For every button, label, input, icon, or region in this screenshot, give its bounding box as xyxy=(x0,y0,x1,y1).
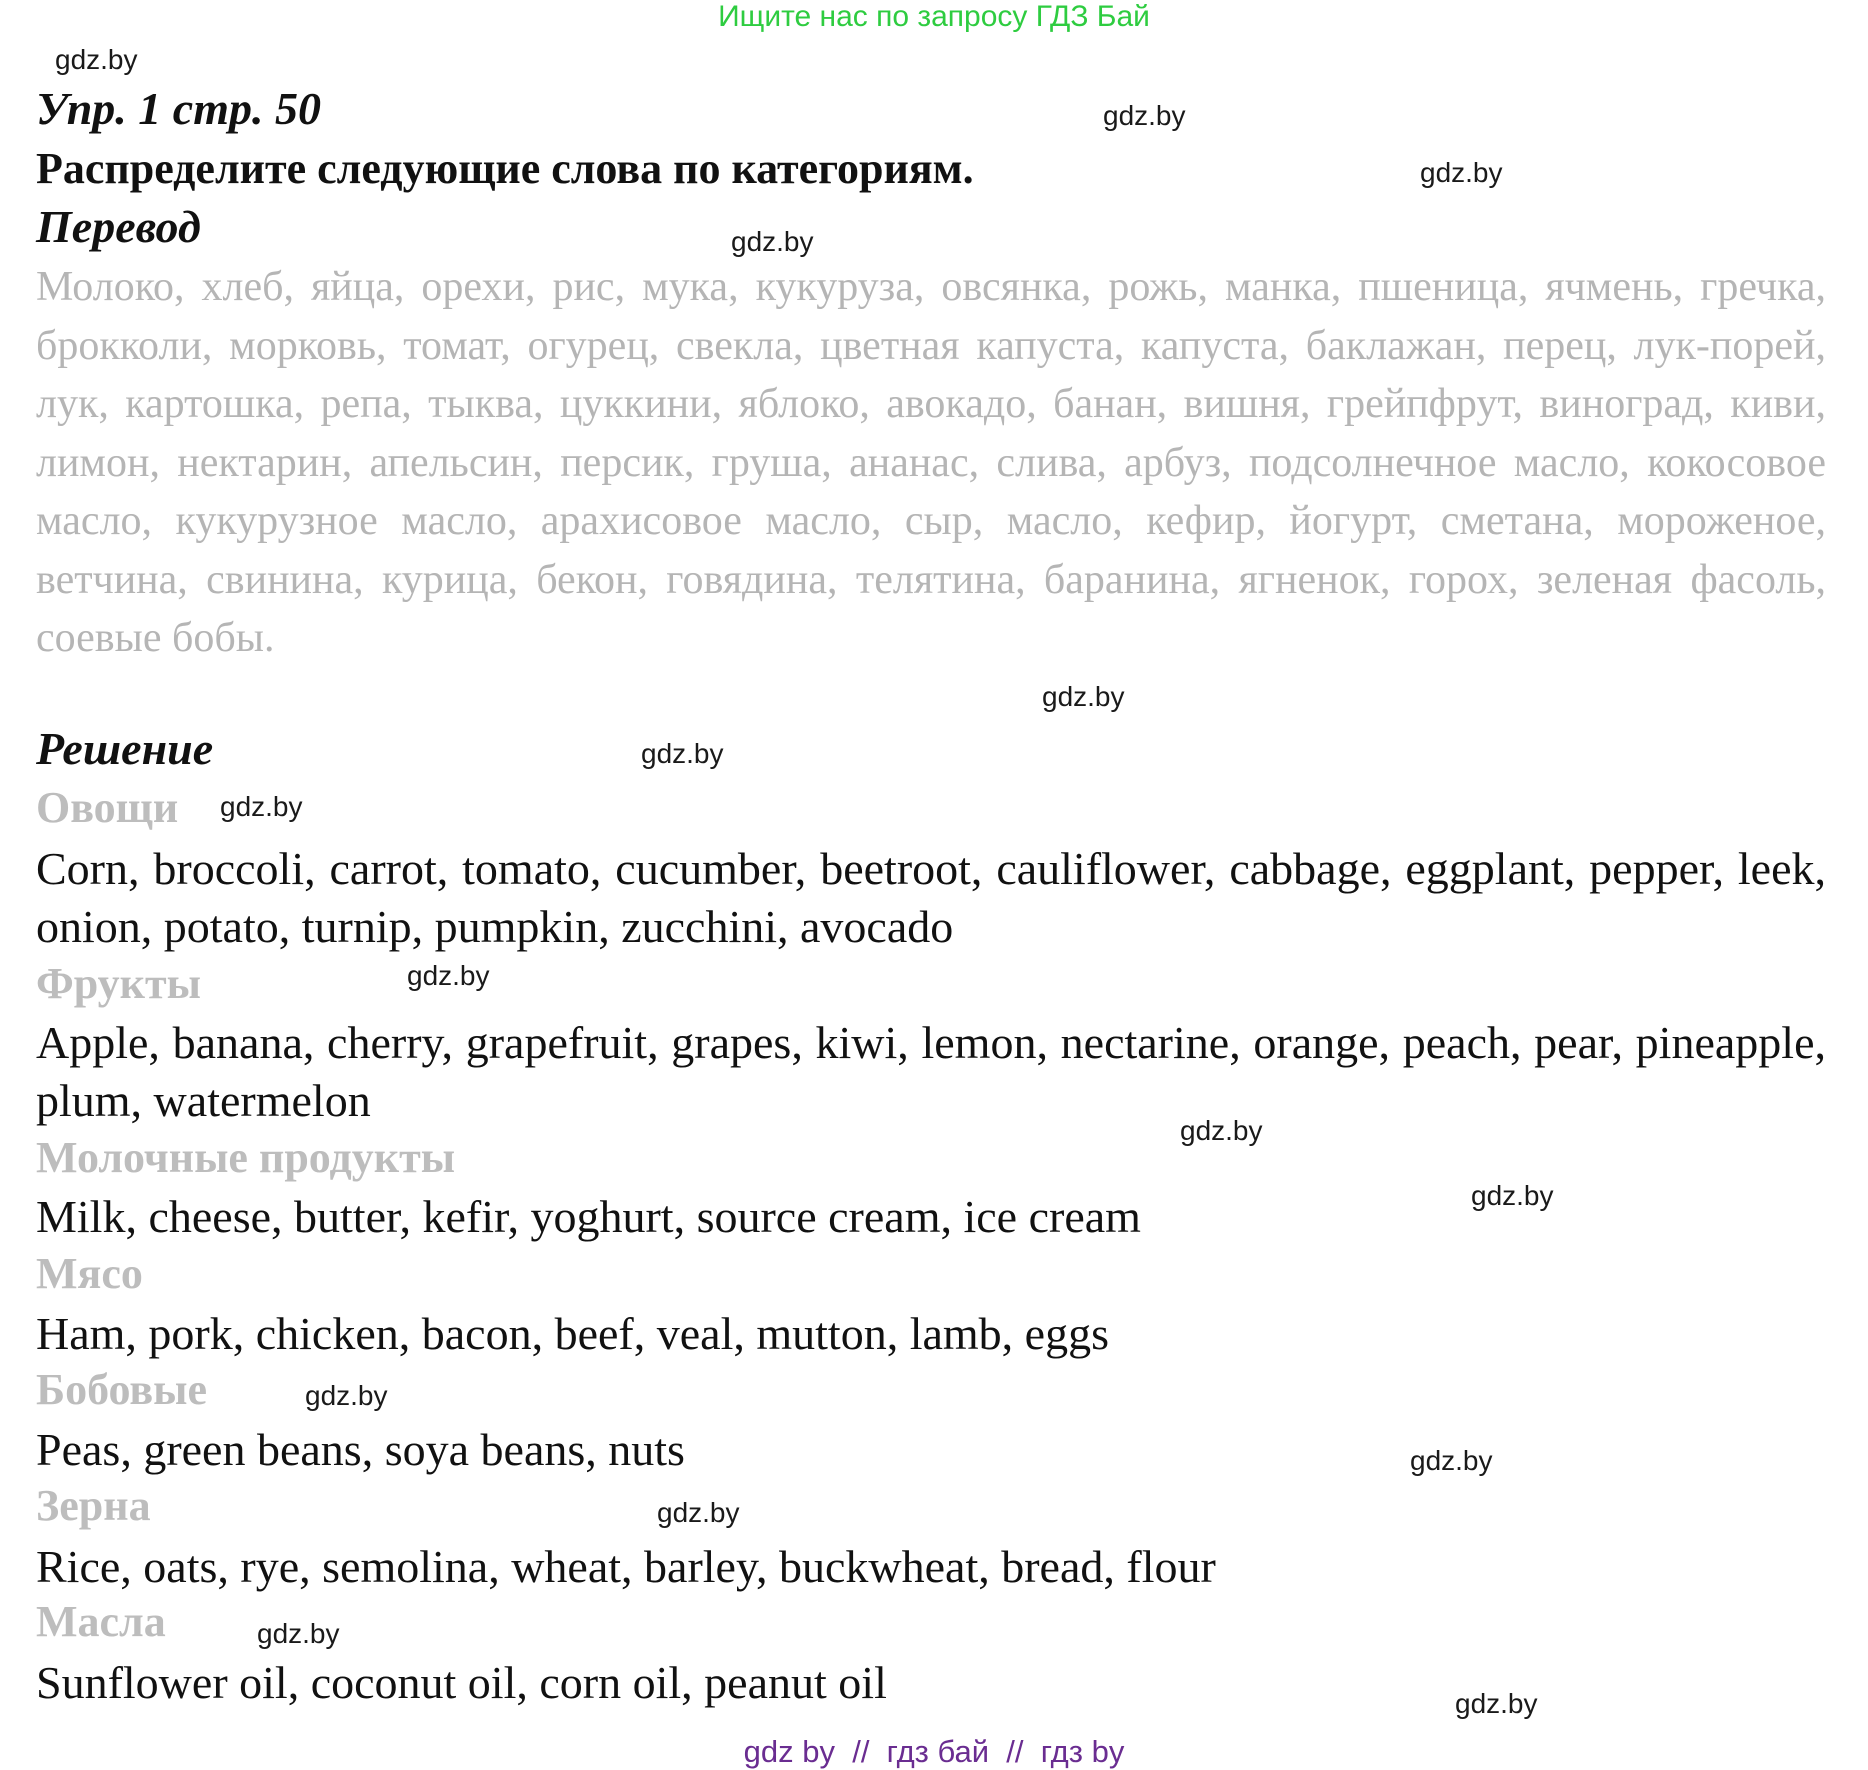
watermark: gdz.by xyxy=(55,44,138,75)
category-items: Milk, cheese, butter, kefir, yoghurt, source cream, ice cream xyxy=(36,1191,1141,1242)
watermark: gdz.by xyxy=(731,226,814,257)
translation-text: Молоко, хлеб, яйца, орехи, рис, мука, кукуруза, овсянка, рожь, манка, пшеница, ячмень, гречка, брокколи, морковь, томат, огурец, свекла, цветная капуста, капуста, баклажан, перец, лук-порей, лук, картошка, репа, тыква, цуккини, яблоко, авокадо, банан, вишня, грейпфрут, виноград, киви, лимон, нектарин, апельсин, персик, груша, ананас, слива, арбуз, подсолнечное масло, кокосовое масло, кукурузное масло, арахисовое масло, сыр, масло, кефир, йогурт, сметана, мороженое, ветчина, свинина, курица, бекон, говядина, телятина, баранина, ягненок, горох, зеленая фасоль, соевые бобы. xyxy=(36,264,1826,661)
search-banner: Ищите нас по запросу ГДЗ Бай xyxy=(718,0,1150,33)
watermark: gdz.by xyxy=(1420,157,1503,188)
watermark: gdz.by xyxy=(305,1380,388,1411)
watermark: gdz.by xyxy=(1103,100,1186,131)
category-items: Rice, oats, rye, semolina, wheat, barley, buckwheat, bread, flour xyxy=(36,1541,1216,1592)
watermark: gdz.by xyxy=(1410,1445,1493,1476)
category-items: Corn, broccoli, carrot, tomato, cucumber, beetroot, cauliflower, cabbage, eggplant, pepper, leek, onion, potato, turnip, pumpkin, zucchini, avocado xyxy=(36,843,1826,952)
translation-heading: Перевод xyxy=(36,201,201,252)
task-text: Распределите следующие слова по категориям. xyxy=(36,144,974,193)
exercise-title: Упр. 1 стр. 50 xyxy=(36,83,322,134)
watermark: gdz.by xyxy=(1455,1688,1538,1719)
footer-links: gdz by // гдз бай // гдз by xyxy=(743,1734,1125,1769)
watermark: gdz.by xyxy=(257,1618,340,1649)
category-heading: Зерна xyxy=(36,1481,151,1530)
category-heading: Овощи xyxy=(36,783,179,832)
watermark: gdz.by xyxy=(407,960,490,991)
category-heading: Масла xyxy=(36,1597,166,1646)
watermark: gdz.by xyxy=(1180,1115,1263,1146)
category-items: Sunflower oil, coconut oil, corn oil, peanut oil xyxy=(36,1657,887,1708)
category-heading: Бобовые xyxy=(36,1365,208,1414)
category-heading: Мясо xyxy=(36,1249,143,1298)
watermark: gdz.by xyxy=(220,791,303,822)
category-items: Peas, green beans, soya beans, nuts xyxy=(36,1424,685,1475)
watermark: gdz.by xyxy=(641,738,724,769)
watermark: gdz.by xyxy=(657,1497,740,1528)
watermark: gdz.by xyxy=(1471,1180,1554,1211)
category-heading: Молочные продукты xyxy=(36,1133,456,1182)
solution-heading: Решение xyxy=(36,723,214,774)
category-items: Apple, banana, cherry, grapefruit, grapes, kiwi, lemon, nectarine, orange, peach, pear, pineapple, plum, watermelon xyxy=(36,1017,1826,1126)
category-items: Ham, pork, chicken, bacon, beef, veal, mutton, lamb, eggs xyxy=(36,1308,1110,1359)
watermark: gdz.by xyxy=(1042,681,1125,712)
category-heading: Фрукты xyxy=(36,959,201,1008)
